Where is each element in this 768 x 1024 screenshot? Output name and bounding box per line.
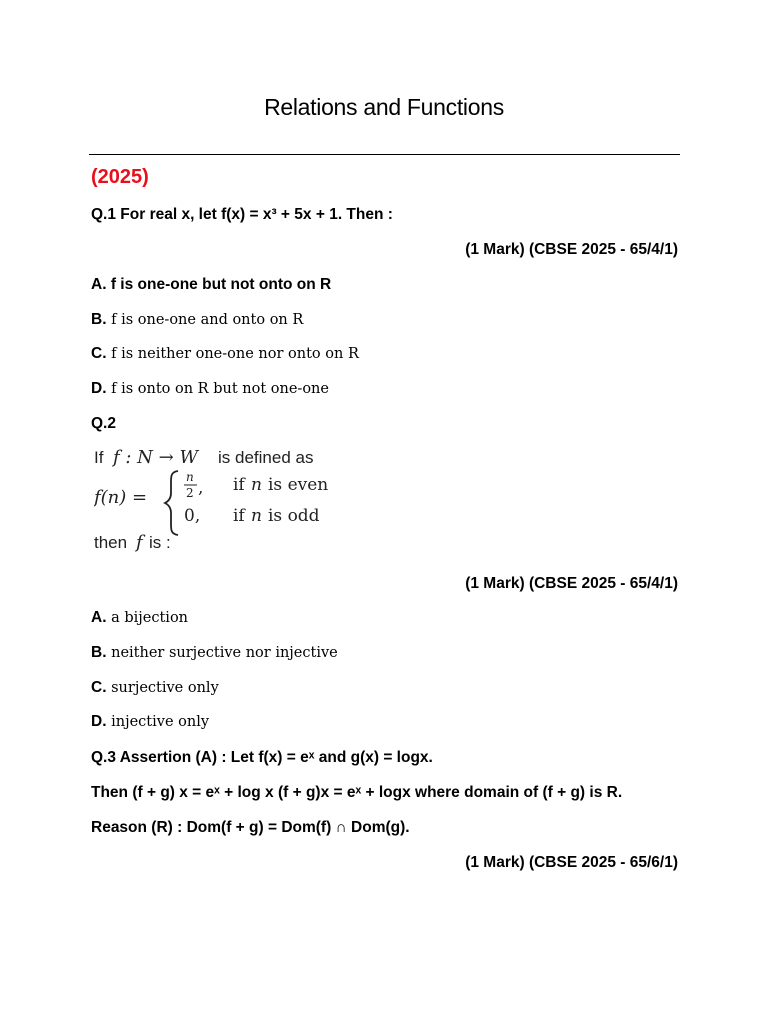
q2-line1-prefix: If: [94, 448, 104, 467]
q2-line3-prefix: then: [94, 533, 128, 552]
page-title: Relations and Functions: [264, 94, 504, 120]
title-divider: [89, 154, 680, 155]
q2-option-d: [91, 712, 209, 732]
q1-option-c-letter: C.: [91, 345, 107, 362]
q2-line3-var: f: [136, 532, 143, 553]
q2-line1-suffix: is defined as: [218, 448, 314, 467]
q2-case1-if: if: [233, 475, 245, 495]
q2-option-d-text: injective only: [111, 714, 210, 730]
q2-line3-suffix: is :: [149, 533, 171, 552]
q2-fn-lhs: f(n) =: [94, 487, 148, 508]
q2-case1-num: n: [186, 470, 194, 484]
q2-option-b-text: neither surjective nor injective: [111, 645, 338, 661]
q3-reason: Reason (R) : Dom(f + g) = Dom(f) ∩ Dom(g).: [91, 819, 410, 836]
q1-option-b: [91, 310, 303, 330]
q2-case1-den: 2: [186, 486, 194, 500]
q2-option-b-letter: B.: [91, 644, 107, 661]
q3-line2: Then (f + g) x = eˣ + log x (f + g)x = eˣ + logx where domain of (f + g) is R.: [91, 784, 623, 801]
q3-marks: (1 Mark) (CBSE 2025 - 65/6/1): [465, 854, 678, 871]
q1-option-a: [91, 275, 331, 295]
q2-case1-rest: is even: [268, 475, 329, 495]
q2-case2-var: n: [251, 506, 262, 526]
q2-case2-rest: is odd: [268, 506, 320, 526]
q2-option-a-text: a bijection: [111, 610, 189, 626]
q1-option-b-text: f is one-one and onto on R: [111, 312, 304, 328]
q2-formula-image: [94, 441, 344, 557]
year-heading: (2025): [91, 166, 149, 188]
q1-option-d-text: f is onto on R but not one-one: [111, 381, 329, 397]
q2-case2-val: 0,: [184, 506, 201, 526]
q2-option-a: [91, 608, 188, 628]
svg-text:,: ,: [198, 478, 204, 498]
q2-option-c-text: surjective only: [111, 680, 219, 696]
q1-option-c-text: f is neither one-one nor onto on R: [111, 346, 359, 362]
q1-option-c: [91, 344, 359, 364]
q2-option-d-letter: D.: [91, 713, 107, 730]
q2-option-a-letter: A.: [91, 609, 107, 626]
q3-assertion: Q.3 Assertion (A) : Let f(x) = eˣ and g(x) = logx.: [91, 749, 433, 766]
q2-marks: (1 Mark) (CBSE 2025 - 65/4/1): [465, 575, 678, 592]
q1-marks: (1 Mark) (CBSE 2025 - 65/4/1): [465, 241, 678, 258]
q1-option-d-letter: D.: [91, 380, 107, 397]
q2-option-b: [91, 643, 338, 663]
q1-stem: Q.1 For real x, let f(x) = x³ + 5x + 1. Then :: [91, 206, 393, 223]
q2-option-c-letter: C.: [91, 679, 107, 696]
q2-option-c: [91, 678, 219, 698]
q2-line1-func: f : N → W: [113, 447, 198, 468]
q1-option-a-text: f is one-one but not onto on R: [110, 276, 332, 293]
q2-case1-var: n: [251, 475, 262, 495]
q1-option-a-letter: A.: [91, 276, 107, 293]
q2-label: Q.2: [91, 415, 116, 432]
q2-case2-if: if: [233, 506, 245, 526]
q1-option-d: [91, 379, 329, 399]
q1-option-b-letter: B.: [91, 311, 107, 328]
q2-brace: [165, 471, 178, 535]
